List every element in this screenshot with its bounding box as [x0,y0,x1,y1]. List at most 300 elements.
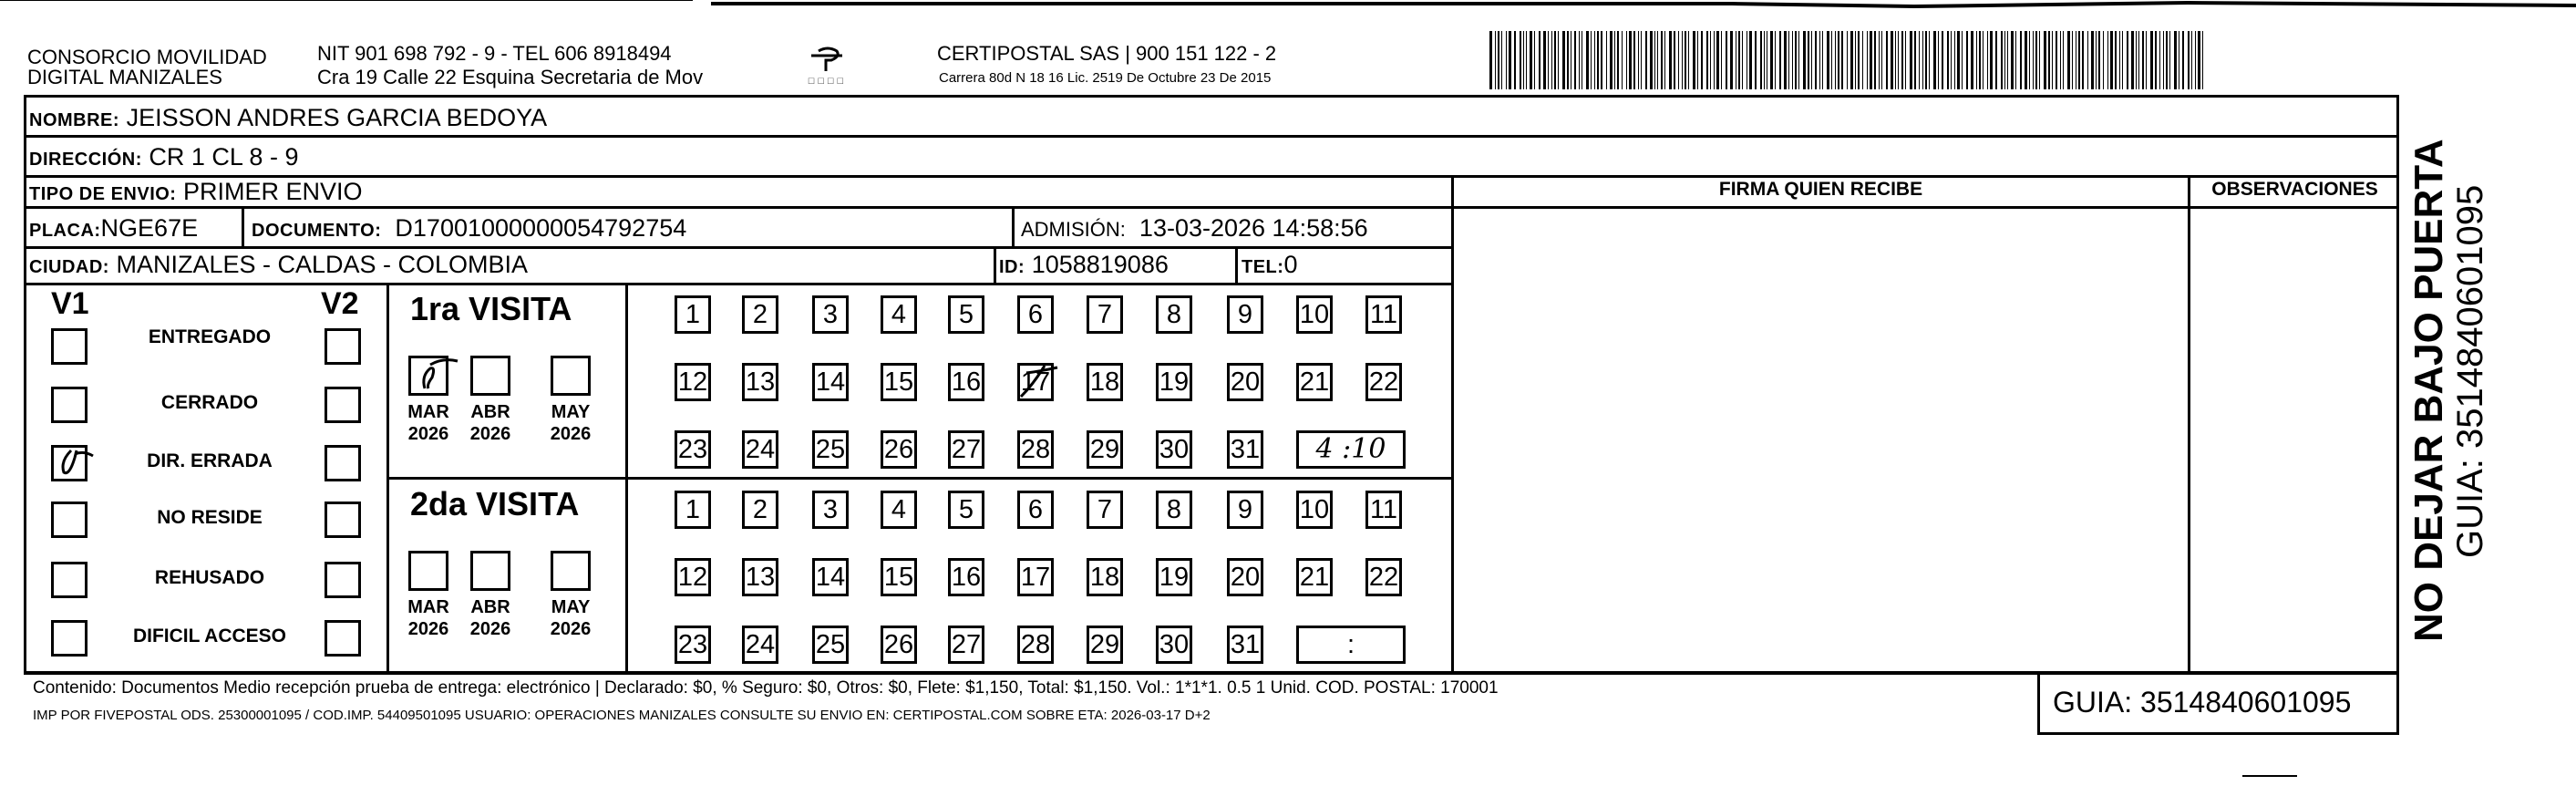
recipient-id: 1058819086 [1031,251,1169,278]
day-number: 5 [958,300,974,329]
placa-cell: PLACA:NGE67E [29,214,199,242]
side-guia: GUIA: 3514840601095 [2450,184,2490,558]
month-label: MAY 2026 [550,402,592,444]
day-number: 24 [745,435,776,464]
month-checkbox[interactable] [551,356,591,396]
day-box[interactable] [1365,558,1402,596]
day-number: 22 [1368,563,1399,592]
barcode-bar [1606,31,1607,89]
barcode-bar [1654,31,1655,89]
day-box[interactable] [812,363,849,401]
day-number: 1 [685,300,701,329]
barcode-bar [1862,31,1863,89]
barcode-bar [1586,31,1589,89]
barcode-bar [1682,31,1683,89]
barcode-bar [2052,31,2053,89]
day-number: 13 [745,367,776,397]
barcode-bar [2166,31,2168,89]
documento-cell: DOCUMENTO: D17001000000054792754 [252,214,687,242]
barcode-bar [1657,31,1658,89]
barcode-bar [1551,31,1552,89]
barcode-bar [1726,31,1727,89]
barcode-bar [1495,31,1496,89]
barcode-bar [2198,31,2200,89]
barcode-bar [1764,31,1765,89]
svg-text:☐ ☐ ☐ ☐: ☐ ☐ ☐ ☐ [808,77,844,86]
barcode-bar [1792,31,1793,89]
barcode-bar [1685,31,1686,89]
barcode-bar [2025,31,2027,89]
day-number: 15 [883,367,914,397]
barcode-bar [2188,31,2190,89]
barcode-bar [2155,31,2157,89]
barcode-bar [1895,31,1896,89]
day-box[interactable] [948,626,984,664]
barcode-bar [2004,31,2005,89]
guia-number: GUIA: 3514840601095 [2053,686,2352,719]
barcode-bar [2202,31,2203,89]
barcode-bar [2078,31,2080,89]
barcode-bar [2072,31,2073,89]
day-box[interactable] [1087,363,1123,401]
day-box[interactable] [1227,626,1263,664]
day-number: 10 [1299,495,1330,524]
v1-checkbox[interactable] [51,387,88,423]
day-box[interactable] [1017,626,1054,664]
barcode-bar [1886,31,1888,89]
day-number: 1 [685,495,701,524]
day-number: 12 [677,367,708,397]
day-box[interactable] [675,363,711,401]
day-number: 19 [1159,563,1190,592]
barcode-bar [2195,31,2196,89]
barcode-bar [1626,31,1627,89]
barcode-bar [1990,31,1993,89]
day-number: 9 [1237,495,1253,524]
barcode-bar [2067,31,2070,89]
time-box[interactable] [1296,430,1406,469]
day-number: 3 [822,495,839,524]
day-box[interactable] [1017,558,1054,596]
day-number: 25 [815,630,846,659]
barcode-bar [2063,31,2064,89]
month-checkbox[interactable] [408,356,448,396]
day-box[interactable] [1296,558,1333,596]
barcode-bar [2060,31,2061,89]
barcode-bar [1669,31,1672,89]
day-box[interactable] [1156,430,1192,469]
barcode-bar [2182,31,2184,89]
month-checkbox[interactable] [408,551,448,591]
day-box[interactable] [1365,363,1402,401]
v1-header: V1 [51,286,89,321]
barcode-bar [2098,31,2100,89]
barcode-bar [1650,31,1653,89]
recipient-tel: 0 [1283,251,1298,278]
barcode-bar [1506,31,1507,89]
barcode-bar [1922,31,1923,89]
barcode-bar [1891,31,1893,89]
footer-content: Contenido: Documentos Medio recepción prueba de entrega: electrónico | Declarado: $0, % Seguro: $0, Otros: $0, Flete: $1,150, Total: $1,150. Vol.: 1*1*1. 0.5 1 Unid. COD. POSTAL: 170001 [33,678,1499,698]
day-box[interactable] [1156,626,1192,664]
tel-cell: TEL:0 [1242,251,1298,278]
day-number: 6 [1027,495,1044,524]
barcode-bar [1838,31,1839,89]
barcode-bar [1870,31,1872,89]
barcode-bar [1664,31,1665,89]
day-box[interactable] [812,558,849,596]
barcode-bar [2011,31,2014,89]
v1-checkbox[interactable] [51,562,88,598]
barcode-bar [1874,31,1876,89]
day-box[interactable] [1156,558,1192,596]
barcode-bar [2044,31,2046,89]
company-name-line1: CONSORCIO MOVILIDAD [27,46,267,68]
barcode-bar [2163,31,2164,89]
day-box[interactable] [1227,491,1263,529]
day-number: 17 [1020,367,1051,397]
barcode-bar [1808,31,1809,89]
barcode-bar [1498,31,1499,89]
day-box[interactable] [881,363,917,401]
time-placeholder: : [1346,630,1355,659]
barcode-bar [2122,31,2123,89]
day-number: 14 [815,367,846,397]
day-number: 8 [1166,495,1182,524]
day-number: 10 [1299,300,1330,329]
day-box[interactable] [948,558,984,596]
barcode-bar [1688,31,1689,89]
day-box[interactable] [675,430,711,469]
day-box[interactable] [812,430,849,469]
barcode-bar [1730,31,1733,89]
barcode-bar [1815,31,1817,89]
barcode-bar [1574,31,1576,89]
barcode-bar [1779,31,1781,89]
barcode-bar [1738,31,1740,89]
day-number: 7 [1097,495,1113,524]
day-box[interactable] [742,295,778,334]
barcode-bar [1742,31,1743,89]
day-box[interactable] [1227,363,1263,401]
barcode-bar [1674,31,1675,89]
day-box[interactable] [1087,430,1123,469]
day-box[interactable] [1087,626,1123,664]
barcode-bar [1601,31,1602,89]
day-box[interactable] [881,626,917,664]
day-box[interactable] [1227,295,1263,334]
barcode-bar [1835,31,1836,89]
company-name-line2: DIGITAL MANIZALES [27,66,222,88]
barcode-bar [1770,31,1773,89]
day-number: 6 [1027,300,1044,329]
barcode-bar [1633,31,1635,89]
v1-checkbox[interactable] [51,328,88,365]
month-label: ABR 2026 [469,402,511,444]
day-box[interactable] [881,430,917,469]
barcode-bar [1879,31,1880,89]
day-number: 4 [891,300,907,329]
company-address: Cra 19 Calle 22 Esquina Secretaria de Mov [317,66,704,88]
barcode [1486,29,2215,91]
day-number: 3 [822,300,839,329]
day-box[interactable] [1296,363,1333,401]
day-number: 25 [815,435,846,464]
barcode-bar [1822,31,1823,89]
barcode-bar [1554,31,1556,89]
v2-checkbox[interactable] [325,387,361,423]
day-number: 16 [951,367,982,397]
day-box[interactable] [812,626,849,664]
day-box[interactable] [1227,558,1263,596]
barcode-bar [1597,31,1599,89]
barcode-bar [1976,31,1977,89]
barcode-bar [1929,31,1930,89]
barcode-bar [2033,31,2034,89]
barcode-bar [1795,31,1797,89]
barcode-bar [2142,31,2144,89]
day-number: 31 [1230,435,1261,464]
day-box[interactable] [1017,491,1054,529]
barcode-bar [1617,31,1619,89]
barcode-bar [2015,31,2016,89]
v2-checkbox[interactable] [325,445,361,481]
barcode-bar [2048,31,2050,89]
plate-number: NGE67E [100,214,199,242]
nombre-row: NOMBRE: JEISSON ANDRES GARCIA BEDOYA [29,104,548,131]
barcode-bar [2091,31,2094,89]
barcode-bar [1530,31,1532,89]
barcode-bar [2029,31,2030,89]
v1-checkbox[interactable] [51,620,88,657]
v2-checkbox[interactable] [325,328,361,365]
barcode-bar [1858,31,1860,89]
day-box[interactable] [742,491,778,529]
barcode-bar [1534,31,1535,89]
document-number: D17001000000054792754 [395,214,687,242]
barcode-bar [1947,31,1949,89]
day-box[interactable] [812,491,849,529]
barcode-bar [1591,31,1592,89]
barcode-bar [1661,31,1663,89]
barcode-bar [1678,31,1679,89]
day-box[interactable] [742,626,778,664]
day-box[interactable] [742,363,778,401]
barcode-bar [1594,31,1595,89]
day-box[interactable] [948,430,984,469]
day-number: 18 [1089,563,1120,592]
day-box[interactable] [948,363,984,401]
day-box[interactable] [1087,295,1123,334]
v2-checkbox[interactable] [325,502,361,538]
barcode-bar [2159,31,2160,89]
day-number: 15 [883,563,914,592]
barcode-bar [2096,31,2097,89]
day-number: 12 [677,563,708,592]
barcode-bar [1567,31,1569,89]
month-label: MAR 2026 [407,597,449,639]
observaciones-header: OBSERVACIONES [2211,179,2378,200]
day-box[interactable] [675,626,711,664]
barcode-bar [1638,31,1639,89]
month-checkbox[interactable] [470,356,510,396]
day-number: 13 [745,563,776,592]
barcode-bar [2174,31,2177,89]
barcode-bar [1847,31,1848,89]
barcode-bar [1987,31,1988,89]
v1-checkbox[interactable] [51,445,88,481]
barcode-bar [1841,31,1843,89]
barcode-bar [1983,31,1984,89]
month-checkbox[interactable] [551,551,591,591]
day-number: 2 [752,300,768,329]
day-number: 9 [1237,300,1253,329]
day-box[interactable] [948,491,984,529]
day-box[interactable] [675,491,711,529]
visit-title: 1ra VISITA [410,290,572,327]
v2-checkbox[interactable] [325,620,361,657]
day-box[interactable] [742,558,778,596]
id-cell: ID: 1058819086 [999,251,1169,278]
courier-logo [802,44,884,89]
barcode-bar [1951,31,1952,89]
v1-checkbox[interactable] [51,502,88,538]
barcode-bar [1716,31,1719,89]
day-number: 21 [1299,367,1330,397]
barcode-bar [1979,31,1981,89]
barcode-bar [1819,31,1820,89]
barcode-bar [1867,31,1868,89]
day-box[interactable] [742,430,778,469]
barcode-bar [1775,31,1776,89]
day-number: 31 [1230,630,1261,659]
v2-header: V2 [321,286,359,321]
day-box[interactable] [1156,295,1192,334]
day-box[interactable] [675,295,711,334]
status-option-label: ENTREGADO [148,326,272,347]
barcode-bar [1558,31,1559,89]
barcode-bar [2115,31,2117,89]
day-box[interactable] [1156,491,1192,529]
barcode-bar [1954,31,1955,89]
courier-license: Carrera 80d N 18 16 Lic. 2519 De Octubre 23 De 2015 [939,70,1272,86]
day-box[interactable] [1017,430,1054,469]
day-box[interactable] [881,491,917,529]
status-option-label: DIR. ERRADA [147,450,273,471]
barcode-bar [1614,31,1615,89]
barcode-bar [1925,31,1927,89]
barcode-bar [2039,31,2040,89]
barcode-bar [1697,31,1698,89]
day-number: 20 [1230,367,1261,397]
barcode-bar [1693,31,1695,89]
barcode-bar [2127,31,2128,89]
barcode-bar [2056,31,2057,89]
barcode-bar [1579,31,1580,89]
day-number: 26 [883,630,914,659]
barcode-bar [2110,31,2113,89]
day-box[interactable] [1296,295,1333,334]
day-number: 8 [1166,300,1182,329]
handwritten-mark [1017,360,1059,402]
shipment-type: PRIMER ENVIO [182,178,363,205]
day-box[interactable] [1087,491,1123,529]
v2-checkbox[interactable] [325,562,361,598]
day-box[interactable] [1017,363,1054,401]
month-label: ABR 2026 [469,597,511,639]
barcode-bar [1971,31,1973,89]
barcode-bar [2138,31,2139,89]
barcode-bar [2020,31,2022,89]
barcode-bar [2191,31,2192,89]
barcode-bar [1827,31,1829,89]
day-box[interactable] [1296,491,1333,529]
day-number: 21 [1299,563,1330,592]
admission-date: 13-03-2026 14:58:56 [1139,214,1368,242]
status-option-label: NO RESIDE [157,507,263,528]
day-number: 29 [1089,630,1120,659]
day-box[interactable] [1017,295,1054,334]
day-number: 18 [1089,367,1120,397]
day-number: 30 [1159,630,1190,659]
barcode-bar [1520,31,1521,89]
ciudad-cell: CIUDAD: MANIZALES - CALDAS - COLOMBIA [29,251,529,278]
day-box[interactable] [1365,295,1402,334]
barcode-bar [1898,31,1899,89]
barcode-bar [1710,31,1711,89]
day-box[interactable] [1227,430,1263,469]
barcode-bar [1811,31,1812,89]
day-box[interactable] [675,558,711,596]
barcode-bar [2001,31,2003,89]
firma-header: FIRMA QUIEN RECIBE [1718,179,1923,200]
company-nit: NIT 901 698 792 - 9 - TEL 606 8918494 [317,42,672,65]
barcode-bar [1562,31,1565,89]
barcode-bar [1905,31,1906,89]
barcode-bar [1622,31,1623,89]
day-box[interactable] [1365,491,1402,529]
barcode-bar [1919,31,1920,89]
barcode-bar [2119,31,2120,89]
day-number: 16 [951,563,982,592]
time-box[interactable] [1296,626,1406,664]
day-box[interactable] [948,295,984,334]
day-number: 14 [815,563,846,592]
barcode-bar [1962,31,1963,89]
barcode-bar [1760,31,1762,89]
day-box[interactable] [881,295,917,334]
barcode-bar [1523,31,1524,89]
day-box[interactable] [1156,363,1192,401]
month-checkbox[interactable] [470,551,510,591]
day-box[interactable] [1087,558,1123,596]
scan-edge [0,0,2576,13]
day-number: 7 [1097,300,1113,329]
day-box[interactable] [812,295,849,334]
day-number: 29 [1089,435,1120,464]
city: MANIZALES - CALDAS - COLOMBIA [116,251,529,278]
day-number: 22 [1368,367,1399,397]
visit-title: 2da VISITA [410,485,580,522]
day-number: 24 [745,630,776,659]
day-box[interactable] [881,558,917,596]
courier-name: CERTIPOSTAL SAS | 900 151 122 - 2 [937,42,1277,65]
barcode-bar [1803,31,1806,89]
barcode-bar [1501,31,1502,89]
barcode-bar [2103,31,2104,89]
barcode-bar [1938,31,1939,89]
barcode-bar [2107,31,2108,89]
